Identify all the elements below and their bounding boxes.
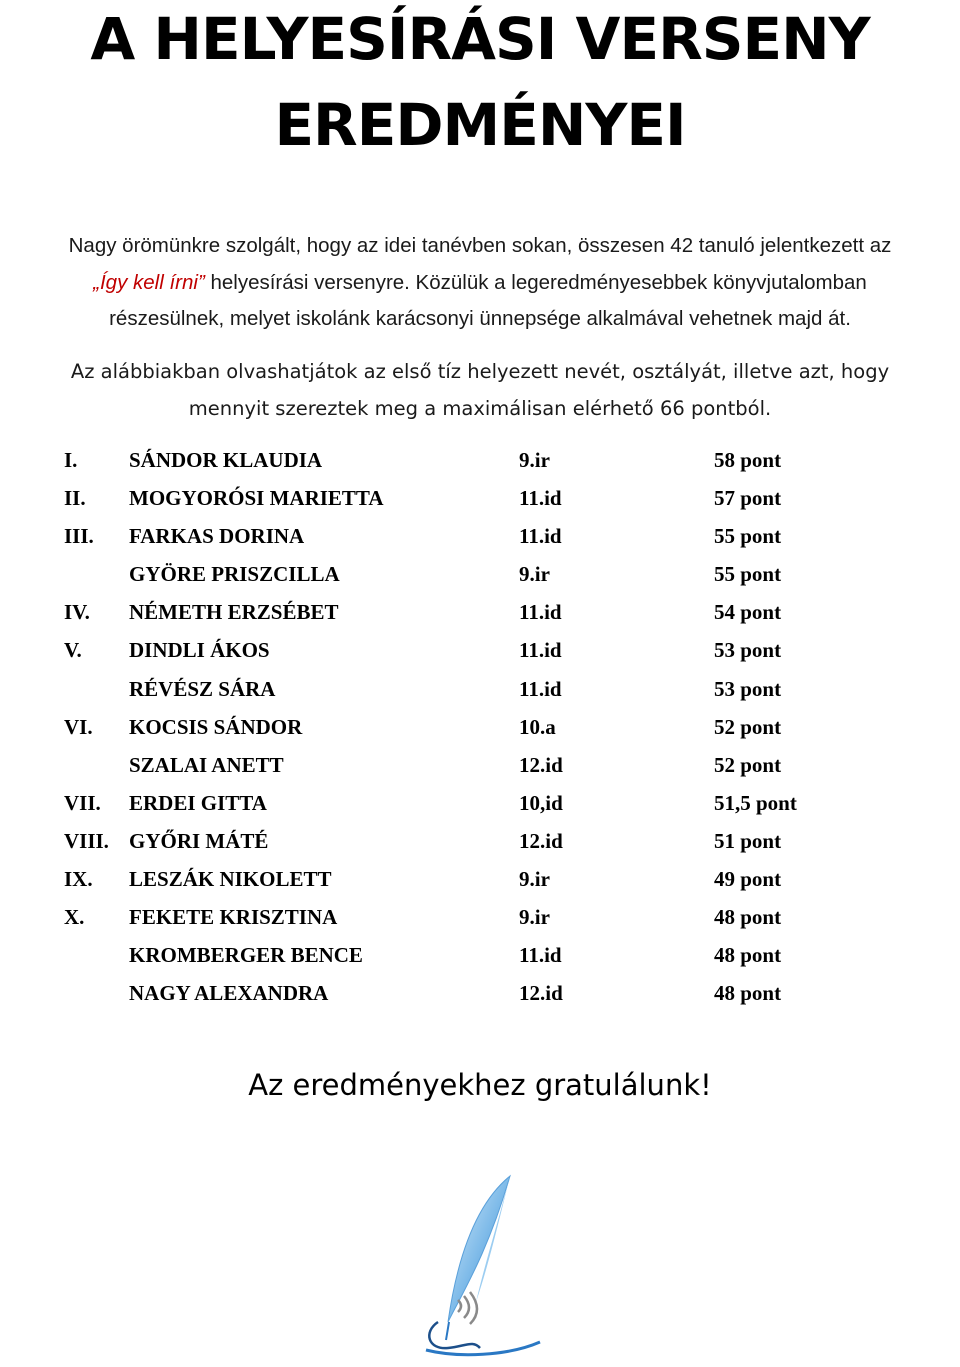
result-score: 55 pont <box>714 524 782 549</box>
result-name: NAGY ALEXANDRA <box>129 981 329 1006</box>
result-class: 11.id <box>519 638 562 663</box>
result-rank: IV. <box>64 600 90 625</box>
result-name: MOGYORÓSI MARIETTA <box>129 486 384 511</box>
result-name: NÉMETH ERZSÉBET <box>129 600 339 625</box>
result-row <box>0 670 960 708</box>
result-row <box>0 631 960 669</box>
intro-line2: helyesírási versenyre. Közülük a legeredményesebbek könyvjutalomban <box>204 270 867 294</box>
result-class: 11.id <box>519 943 562 968</box>
result-score: 54 pont <box>714 600 782 625</box>
result-class: 11.id <box>519 600 562 625</box>
result-name: GYŐRI MÁTÉ <box>129 828 269 853</box>
intro-line1: Nagy örömünkre szolgált, hogy az idei tanévben sokan, összesen 42 tanuló jelentkezett az <box>68 234 892 257</box>
result-name: FARKAS DORINA <box>129 524 305 549</box>
result-score: 48 pont <box>714 943 782 968</box>
result-name: LESZÁK NIKOLETT <box>129 867 332 892</box>
result-rank: III. <box>64 524 94 549</box>
result-class: 9.ir <box>519 867 550 892</box>
results-note <box>20 353 940 427</box>
result-score: 58 pont <box>714 448 782 472</box>
result-row <box>0 593 960 631</box>
result-rank: X. <box>64 905 85 930</box>
result-class: 12.id <box>519 828 563 853</box>
result-class: 9.ir <box>519 448 550 472</box>
result-score: 53 pont <box>714 676 782 701</box>
result-name: GYÖRE PRISZCILLA <box>129 562 340 587</box>
result-name: SZALAI ANETT <box>129 752 284 777</box>
result-rank: I. <box>64 448 78 472</box>
result-score: 48 pont <box>714 905 782 930</box>
result-rank: VIII. <box>64 828 109 853</box>
result-row <box>0 479 960 517</box>
note-line2: mennyit szereztek meg a maximálisan elérhető 66 pontból. <box>188 397 772 420</box>
result-class: 9.ir <box>519 562 550 587</box>
result-score: 52 pont <box>714 752 782 777</box>
result-name: DINDLI ÁKOS <box>129 638 270 663</box>
result-class: 9.ir <box>519 905 550 930</box>
result-row <box>0 441 960 479</box>
result-rank: IX. <box>64 867 93 892</box>
result-rank: II. <box>64 486 86 511</box>
result-row <box>0 555 960 593</box>
result-rank: VI. <box>64 714 93 739</box>
result-score: 53 pont <box>714 638 782 663</box>
result-score: 57 pont <box>714 486 782 511</box>
intro-paragraph <box>0 228 960 338</box>
results-list <box>0 441 960 1012</box>
result-row <box>0 898 960 936</box>
result-class: 10.a <box>519 714 556 739</box>
result-score: 51 pont <box>714 828 782 853</box>
result-score: 48 pont <box>714 981 782 1006</box>
result-row <box>0 936 960 974</box>
result-rank: VII. <box>64 790 101 815</box>
result-class: 12.id <box>519 752 563 777</box>
result-score: 55 pont <box>714 562 782 587</box>
result-name: KROMBERGER BENCE <box>129 943 363 968</box>
closing-message: Az eredményekhez gratulálunk! <box>248 1068 712 1102</box>
result-rank: V. <box>64 638 82 663</box>
competition-name: „Így kell írni” <box>93 270 205 294</box>
result-row <box>0 746 960 784</box>
result-class: 11.id <box>519 486 562 511</box>
result-class: 12.id <box>519 981 563 1006</box>
result-class: 10,id <box>519 790 563 815</box>
result-name: FEKETE KRISZTINA <box>129 905 338 930</box>
quill-pen-icon <box>418 1172 548 1362</box>
result-name: ERDEI GITTA <box>129 790 267 815</box>
result-score: 51,5 pont <box>714 790 797 815</box>
page-title-line2: EREDMÉNYEI <box>274 91 686 159</box>
result-name: KOCSIS SÁNDOR <box>129 714 303 739</box>
result-row <box>0 860 960 898</box>
page-title-line1: A HELYESÍRÁSI VERSENY <box>90 5 870 73</box>
result-score: 49 pont <box>714 867 782 892</box>
result-row <box>0 974 960 1012</box>
result-row <box>0 822 960 860</box>
result-score: 52 pont <box>714 714 782 739</box>
note-line1: Az alábbiakban olvashatjátok az első tíz helyezett nevét, osztályát, illetve azt, hogy <box>70 360 890 383</box>
result-row <box>0 517 960 555</box>
result-row <box>0 784 960 822</box>
result-class: 11.id <box>519 524 562 549</box>
intro-line3: részesülnek, melyet iskolánk karácsonyi ünnepsége alkalmával vehetnek majd át. <box>109 307 851 330</box>
result-name: SÁNDOR KLAUDIA <box>129 448 323 472</box>
result-row <box>0 708 960 746</box>
result-name: RÉVÉSZ SÁRA <box>129 676 276 701</box>
result-class: 11.id <box>519 676 562 701</box>
